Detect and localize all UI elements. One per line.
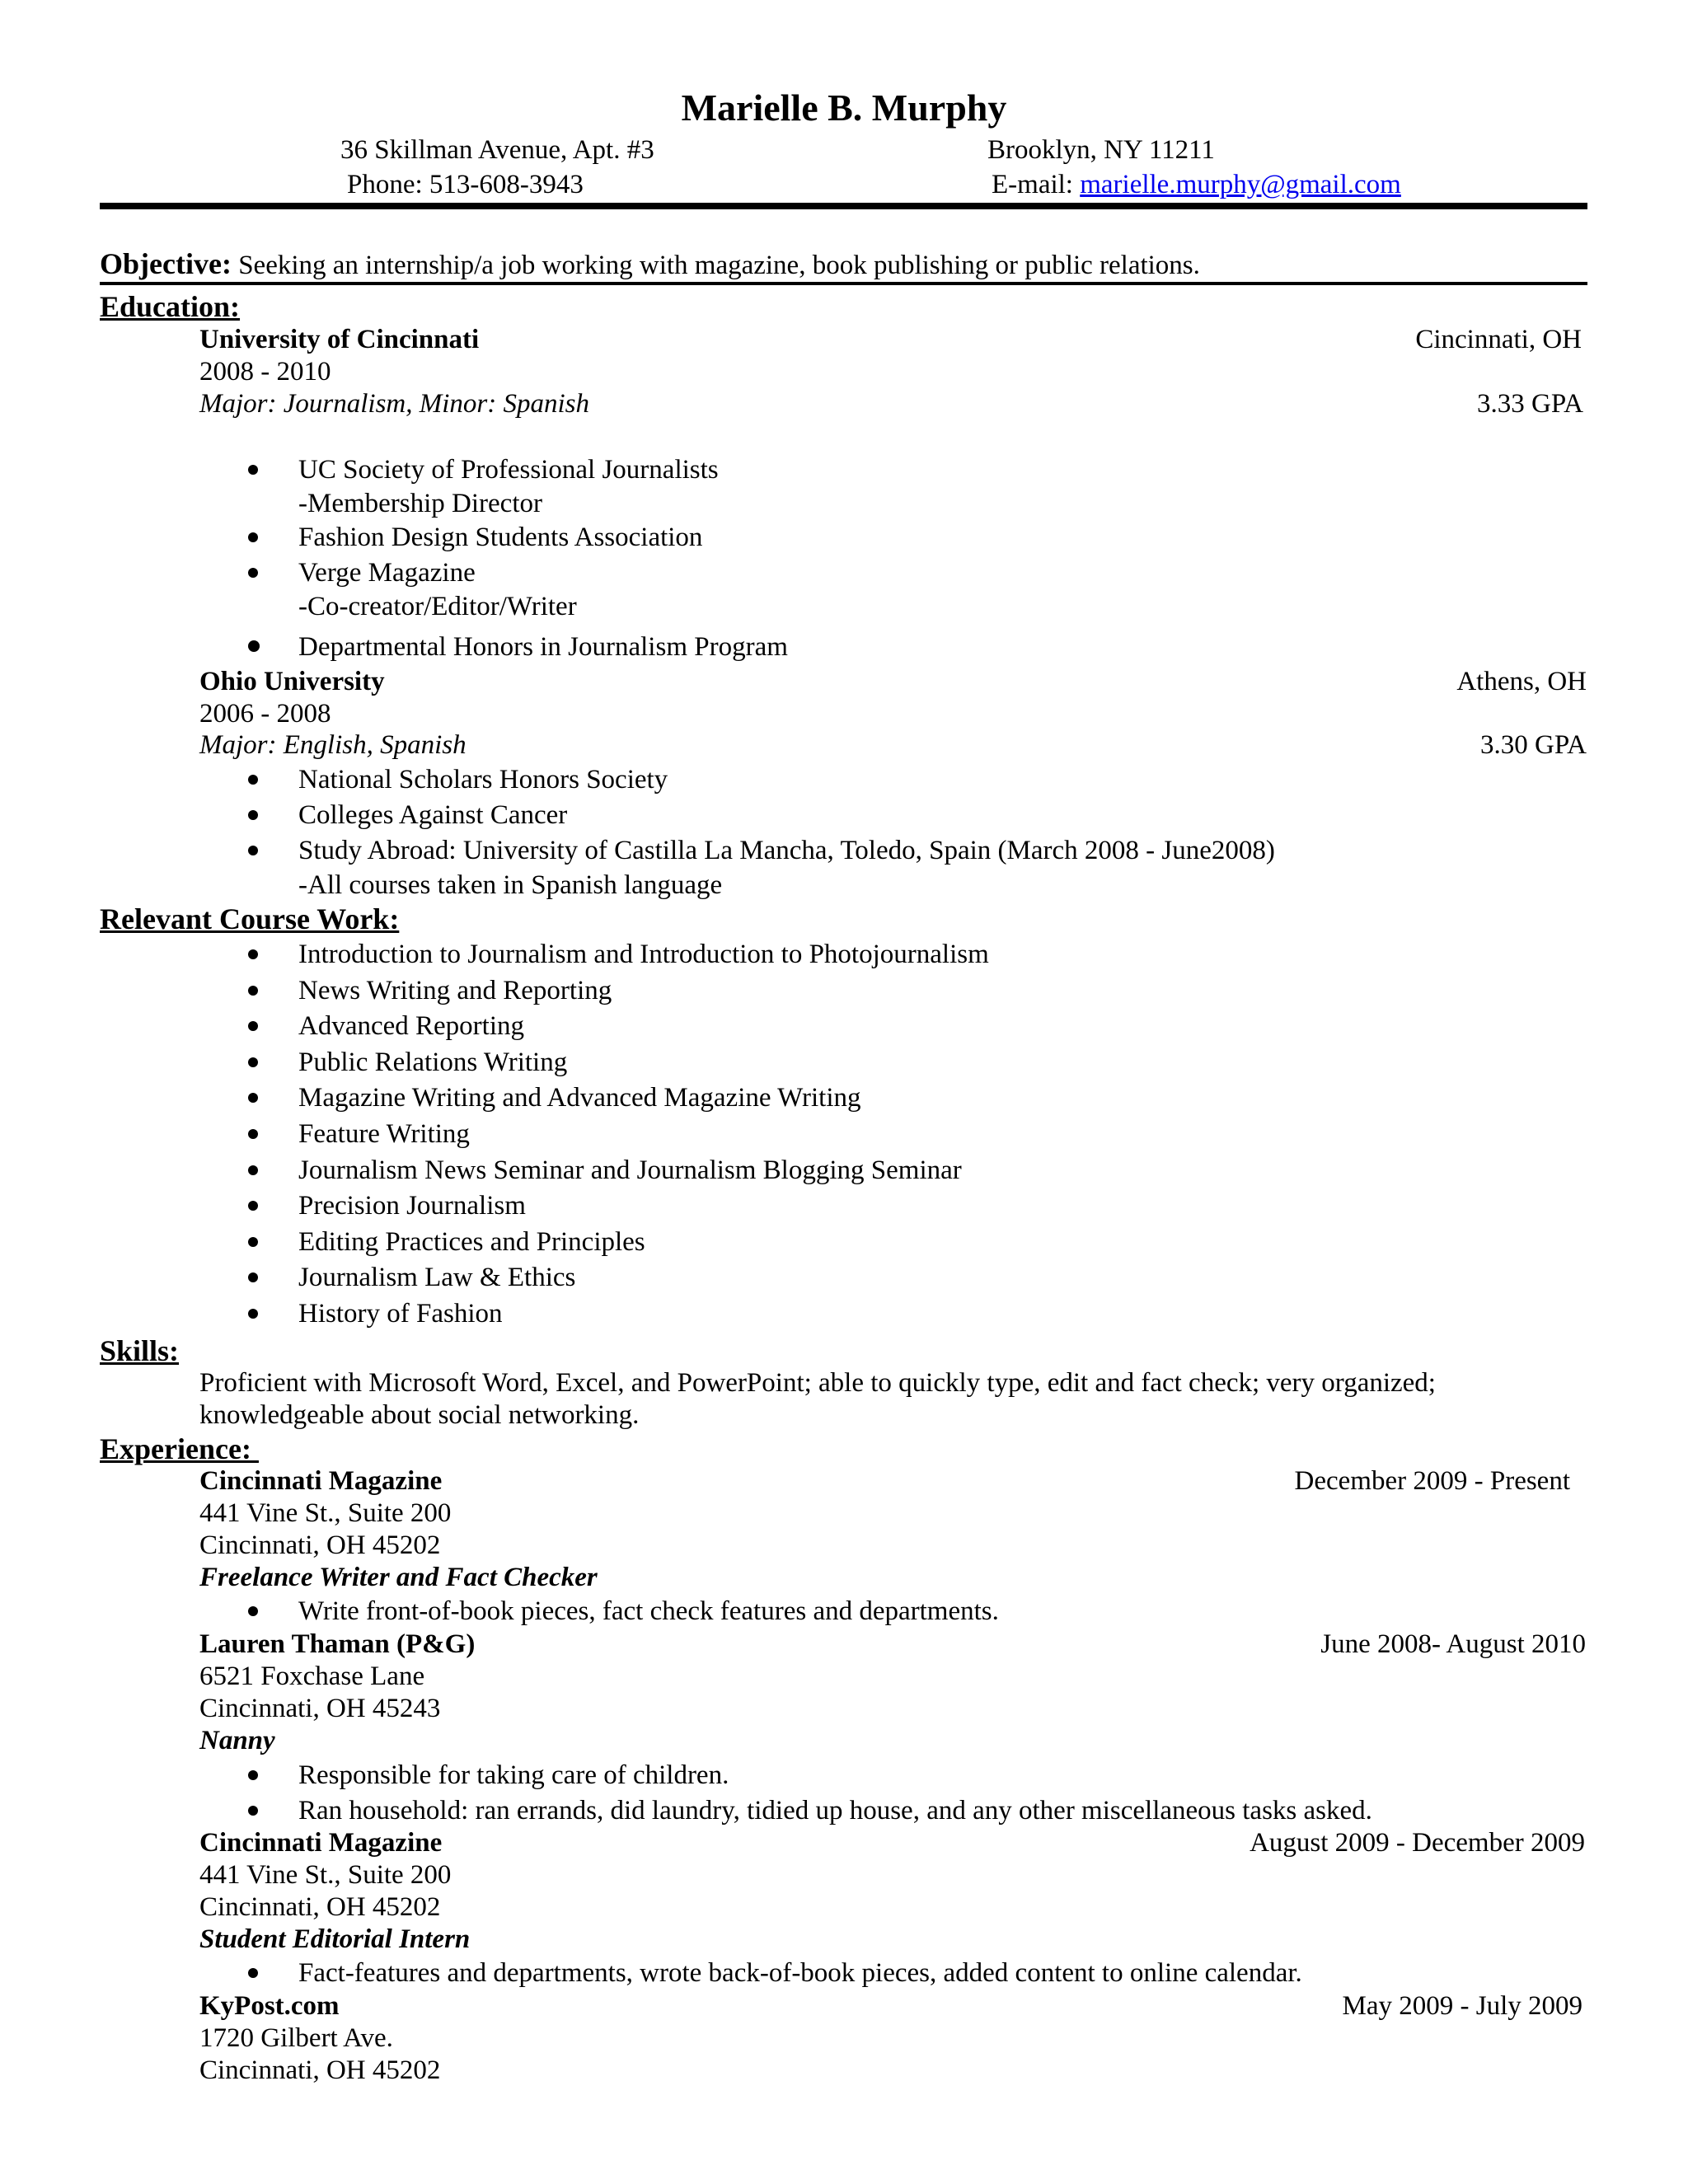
list-item-sub xyxy=(0,869,1688,902)
job-header xyxy=(0,1628,1688,1661)
list-item-text: Journalism Law & Ethics xyxy=(298,1263,576,1292)
bullet-icon xyxy=(248,1272,258,1282)
bullet-icon xyxy=(248,949,258,959)
list-item xyxy=(0,834,1688,867)
objective-text: Seeking an internship/a job working with magazine, book publishing or public relations. xyxy=(231,251,1200,280)
job-dates: May 2009 - July 2009 xyxy=(1342,1991,1582,2021)
job-header xyxy=(0,1990,1688,2022)
list-item xyxy=(0,1261,1688,1294)
school-major: Major: English, Spanish xyxy=(199,730,467,760)
job-address-row xyxy=(0,2054,1688,2087)
phone-number: Phone: 513-608-3943 xyxy=(347,170,584,199)
list-item xyxy=(0,938,1688,971)
list-item-text: Precision Journalism xyxy=(298,1191,526,1221)
list-item-text: History of Fashion xyxy=(298,1299,503,1329)
list-item-subtext: -All courses taken in Spanish language xyxy=(298,870,723,900)
job-address: Cincinnati, OH 45202 xyxy=(199,2055,441,2085)
job-title: Freelance Writer and Fact Checker xyxy=(199,1563,598,1592)
school-location: Cincinnati, OH xyxy=(1415,325,1582,354)
email-label: E-mail: xyxy=(992,170,1081,199)
list-item xyxy=(0,974,1688,1007)
list-item-text: National Scholars Honors Society xyxy=(298,765,668,794)
list-item xyxy=(0,1226,1688,1258)
job-address: 441 Vine St., Suite 200 xyxy=(199,1860,452,1890)
job-title: Nanny xyxy=(199,1726,275,1755)
school-major: Major: Journalism, Minor: Spanish xyxy=(199,389,589,419)
school-gpa: 3.33 GPA xyxy=(1477,389,1583,419)
list-item xyxy=(0,1189,1688,1222)
job-address: Cincinnati, OH 45202 xyxy=(199,1892,441,1922)
list-item-text: Journalism News Seminar and Journalism Blogging Seminar xyxy=(298,1155,962,1185)
list-item-text: Ran household: ran errands, did laundry, tidied up house, and any other miscellaneous tasks asked. xyxy=(298,1796,1372,1825)
list-item-text: Fashion Design Students Association xyxy=(298,523,703,552)
job-header xyxy=(0,1465,1688,1497)
job-company: Cincinnati Magazine xyxy=(199,1466,443,1496)
list-item-subtext: -Co-creator/Editor/Writer xyxy=(298,592,577,621)
job-address-row xyxy=(0,1692,1688,1725)
skills-line: knowledgeable about social networking. xyxy=(199,1400,640,1430)
job-title-row xyxy=(0,1923,1688,1956)
school-name: Ohio University xyxy=(199,667,385,696)
list-item xyxy=(0,763,1688,796)
bullet-icon xyxy=(248,1093,258,1103)
bullet-icon xyxy=(248,640,260,652)
job-address-row xyxy=(0,1529,1688,1562)
section-heading-skills: Skills: xyxy=(100,1334,180,1367)
list-item xyxy=(0,1154,1688,1187)
bullet-icon xyxy=(248,532,258,542)
section-heading-coursework: Relevant Course Work: xyxy=(100,902,400,935)
list-item-text: UC Society of Professional Journalists xyxy=(298,455,719,485)
school-location: Athens, OH xyxy=(1456,667,1587,696)
school-major-row xyxy=(0,387,1688,420)
list-item xyxy=(0,1010,1688,1043)
job-address-row xyxy=(0,1858,1688,1891)
bullet-icon xyxy=(248,1057,258,1067)
job-address: 1720 Gilbert Ave. xyxy=(199,2023,393,2053)
bullet-icon xyxy=(248,1606,258,1616)
city-state-zip: Brooklyn, NY 11211 xyxy=(987,135,1215,165)
job-address-row xyxy=(0,2022,1688,2055)
list-item-text: News Writing and Reporting xyxy=(298,976,612,1005)
school-years: 2008 - 2010 xyxy=(199,357,331,387)
list-item xyxy=(0,521,1688,554)
bullet-icon xyxy=(248,846,258,855)
job-title-row xyxy=(0,1561,1688,1594)
list-item-text: Introduction to Journalism and Introduction to Photojournalism xyxy=(298,940,989,969)
section-heading-experience: Experience: xyxy=(100,1432,259,1465)
list-item xyxy=(0,1046,1688,1079)
school-years-row xyxy=(0,697,1688,730)
job-dates: August 2009 - December 2009 xyxy=(1250,1828,1585,1858)
list-item xyxy=(0,1794,1688,1827)
list-item xyxy=(0,1118,1688,1151)
list-item-text: Colleges Against Cancer xyxy=(298,800,568,830)
school-name: University of Cincinnati xyxy=(199,325,480,354)
skills-text xyxy=(199,1367,1559,1432)
list-item-text: Write front-of-book pieces, fact check features and departments. xyxy=(298,1596,999,1626)
list-item xyxy=(0,1297,1688,1330)
list-item-text: Fact-features and departments, wrote back-of-book pieces, added content to online calendar. xyxy=(298,1958,1302,1988)
bullet-icon xyxy=(248,1165,258,1175)
school-years-row xyxy=(0,355,1688,388)
list-item xyxy=(0,1595,1688,1628)
list-item-text: Advanced Reporting xyxy=(298,1011,525,1041)
section-heading-education: Education: xyxy=(100,290,241,323)
job-address-row xyxy=(0,1660,1688,1693)
objective-divider xyxy=(100,282,1587,285)
list-item xyxy=(0,1081,1688,1114)
list-item xyxy=(0,1759,1688,1792)
objective xyxy=(100,247,1200,282)
job-address: 6521 Foxchase Lane xyxy=(199,1661,425,1691)
list-item-text: Public Relations Writing xyxy=(298,1047,568,1077)
objective-label: Objective: xyxy=(100,247,232,280)
school-header xyxy=(0,665,1688,698)
list-item-sub xyxy=(0,590,1688,623)
list-item-text: Feature Writing xyxy=(298,1119,470,1149)
list-item-text: Verge Magazine xyxy=(298,558,476,588)
job-company: KyPost.com xyxy=(199,1991,340,2021)
bullet-icon xyxy=(248,465,258,475)
list-item-subtext: -Membership Director xyxy=(298,489,542,518)
school-major-row xyxy=(0,729,1688,762)
bullet-icon xyxy=(248,1021,258,1031)
job-address-row xyxy=(0,1497,1688,1530)
school-gpa: 3.30 GPA xyxy=(1480,730,1587,760)
job-address: 441 Vine St., Suite 200 xyxy=(199,1498,452,1528)
street-address: 36 Skillman Avenue, Apt. #3 xyxy=(340,135,654,165)
bullet-icon xyxy=(248,1968,258,1978)
bullet-icon xyxy=(248,1770,258,1780)
job-title-row xyxy=(0,1724,1688,1757)
bullet-icon xyxy=(248,1237,258,1247)
job-address-row xyxy=(0,1891,1688,1924)
bullet-icon xyxy=(248,986,258,996)
job-address: Cincinnati, OH 45243 xyxy=(199,1694,441,1723)
bullet-icon xyxy=(248,775,258,785)
list-item xyxy=(0,630,1688,663)
school-header xyxy=(0,323,1688,356)
job-header xyxy=(0,1826,1688,1859)
bullet-icon xyxy=(248,1129,258,1139)
list-item-text: Departmental Honors in Journalism Program xyxy=(298,632,788,662)
bullet-icon xyxy=(248,568,258,578)
list-item xyxy=(0,556,1688,589)
list-item-text: Editing Practices and Principles xyxy=(298,1227,645,1257)
bullet-icon xyxy=(248,1309,258,1319)
list-item-sub xyxy=(0,487,1688,520)
candidate-name: Marielle B. Murphy xyxy=(681,87,1007,129)
list-item-text: Study Abroad: University of Castilla La Mancha, Toledo, Spain (March 2008 - June2008) xyxy=(298,836,1275,865)
job-company: Lauren Thaman (P&G) xyxy=(199,1629,476,1659)
list-item-text: Responsible for taking care of children. xyxy=(298,1760,729,1790)
list-item-text: Magazine Writing and Advanced Magazine Writing xyxy=(298,1083,861,1113)
school-years: 2006 - 2008 xyxy=(199,699,331,729)
job-company: Cincinnati Magazine xyxy=(199,1828,443,1858)
list-item xyxy=(0,799,1688,832)
email-line xyxy=(992,168,1401,201)
job-dates: June 2008- August 2010 xyxy=(1320,1629,1586,1659)
list-item xyxy=(0,453,1688,486)
header-divider xyxy=(100,203,1587,209)
bullet-icon xyxy=(248,1806,258,1816)
job-address: Cincinnati, OH 45202 xyxy=(199,1530,441,1560)
job-title: Student Editorial Intern xyxy=(199,1924,471,1954)
list-item xyxy=(0,1957,1688,1990)
bullet-icon xyxy=(248,810,258,820)
bullet-icon xyxy=(248,1201,258,1211)
skills-line: Proficient with Microsoft Word, Excel, and PowerPoint; able to quickly type, edit and fact check; very organized; xyxy=(199,1368,1436,1398)
job-dates: December 2009 - Present xyxy=(1294,1466,1570,1496)
email-link[interactable]: marielle.murphy@gmail.com xyxy=(1080,170,1401,199)
